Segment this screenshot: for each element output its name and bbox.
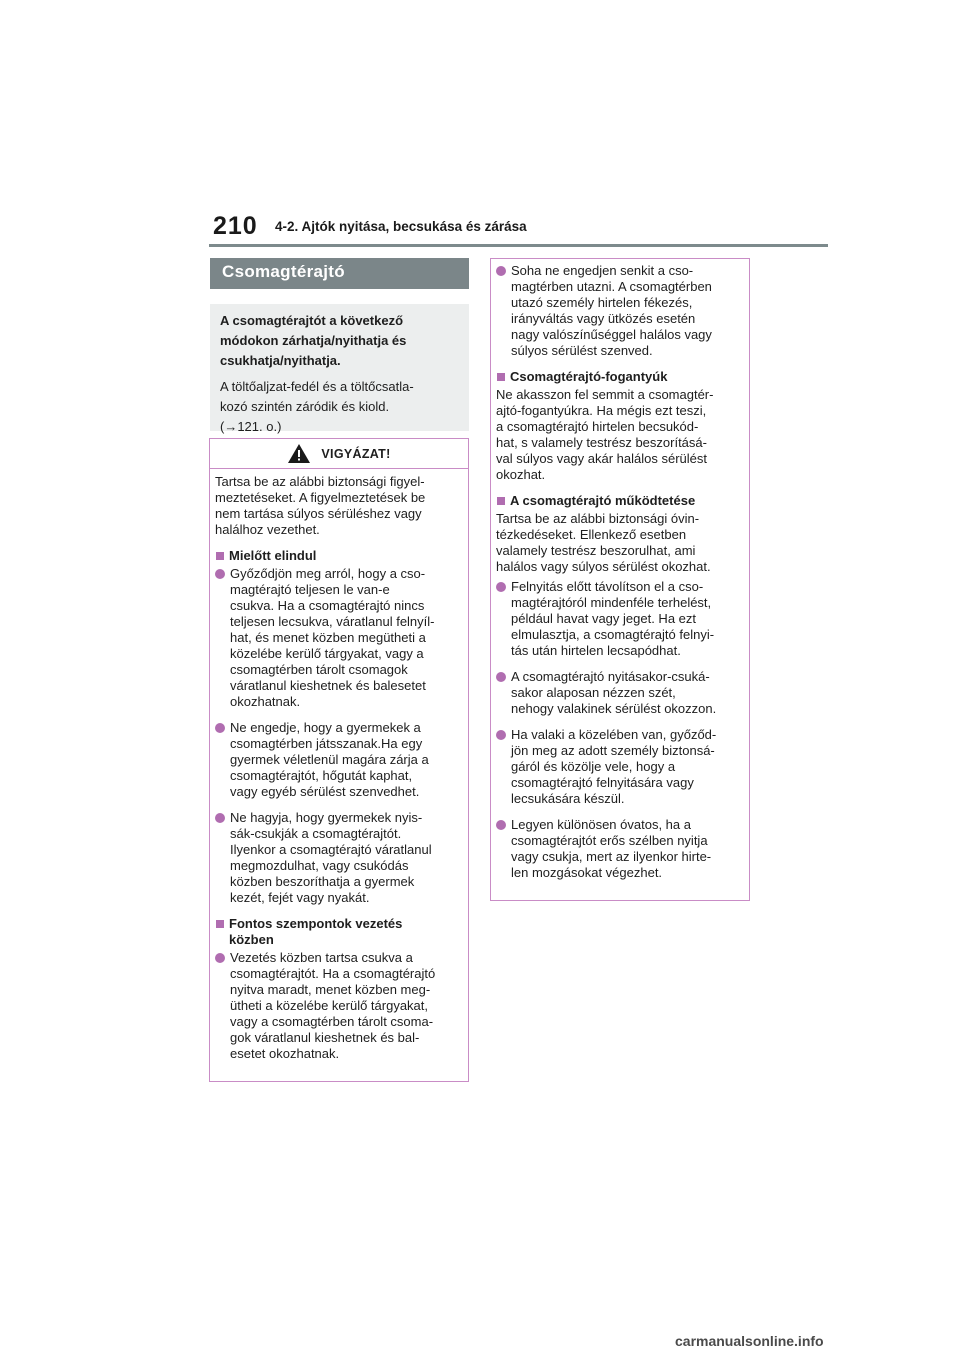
page-title: Csomagtérajtó xyxy=(210,258,469,289)
subheading-before-driving: Mielőtt elindul xyxy=(215,548,463,564)
list-item: Ne hagyja, hogy gyermekek nyis- sák-csukják a csomagtérajtót. Ilyenkor a csomagtérajtó váratlanul megmozdulhat, vagy csukódás közben beszoríthatja a gyermek kezét, fejét vagy nyakát. xyxy=(215,810,463,906)
warning-header xyxy=(210,439,468,469)
warning-intro: Tartsa be az alábbi biztonsági figyel- meztetéseket. A figyelmeztetések be nem tartása súlyos sérüléshez vagy halálhoz vezethet. xyxy=(215,474,426,537)
circle-bullet-icon xyxy=(496,820,506,830)
handles-text: Ne akasszon fel semmit a csomagtér- ajtó-fogantyúkra. Ha mégis ezt teszi, a csomagtérajtó hirtelen becsukód- hat, s valamely testrész beszorításá- val súlyos vagy akár halálos sérülést okozhat. xyxy=(496,387,714,482)
square-bullet-icon xyxy=(216,920,224,928)
list-item: Felnyitás előtt távolítson el a cso- magtérajtóról mindenféle terhelést, például havat vagy jeget. Ha ezt elmulasztja, a csomagtérajtó felnyi- tás után hirtelen lecsapódhat. xyxy=(496,579,744,659)
page-number: 210 xyxy=(213,212,258,240)
header-divider xyxy=(209,244,828,247)
subheading-handles: Csomagtérajtó-fogantyúk xyxy=(496,369,744,385)
info-box xyxy=(210,304,469,434)
circle-bullet-icon xyxy=(496,672,506,682)
circle-bullet-icon xyxy=(496,266,506,276)
list-item: Ha valaki a közelében van, győződ- jön meg az adott személy biztonsá- gáról és közölje vele, hogy a csomagtérajtó felnyitására vagy lecsukására készül. xyxy=(496,727,744,807)
square-bullet-icon xyxy=(497,497,505,505)
square-bullet-icon xyxy=(216,552,224,560)
list-item: A csomagtérajtó nyitásakor-csuká- sakor alaposan nézzen szét, nehogy valakinek sérülést okozzon. xyxy=(496,669,744,717)
list-item: Vezetés közben tartsa csukva a csomagtérajtót. Ha a csomagtérajtó nyitva maradt, menet közben meg- ütheti a közelébe kerülő tárgyakat, vagy a csomagtérben tárolt csoma- gok váratlanul kieshetnek és bal- esetet okozhatnak. xyxy=(215,950,463,1062)
chapter-heading: 4-2. Ajtók nyitása, becsukása és zárása xyxy=(275,219,527,234)
watermark: carmanualsonline.info xyxy=(675,1333,824,1349)
info-page-ref[interactable]: (→121. o.) xyxy=(220,419,282,434)
subheading-operation: A csomagtérajtó működtetése xyxy=(496,493,744,509)
circle-bullet-icon xyxy=(215,953,225,963)
list-item: Soha ne engedjen senkit a cso- magtérben utazni. A csomagtérben utazó személy hirtelen fékezés, irányváltás vagy ütközés esetén nagy valószínűséggel halálos vagy súlyos sérülést szenved. xyxy=(496,263,744,359)
warning-box xyxy=(209,438,469,1082)
list-item: Legyen különösen óvatos, ha a csomagtérajtót erős szélben nyitja vagy csukja, mert az ilyenkor hirte- len mozgásokat végezhet. xyxy=(496,817,744,881)
circle-bullet-icon xyxy=(496,582,506,592)
circle-bullet-icon xyxy=(215,723,225,733)
list-item: Ne engedje, hogy a gyermekek a csomagtérben játsszanak.Ha egy gyermek véletlenül magára zárja a csomagtérajtót, hőgutát kaphat, vagy egyéb sérülést szenvedhet. xyxy=(215,720,463,800)
operation-text: Tartsa be az alábbi biztonsági óvin- tézkedéseket. Ellenkező esetben valamely testrész beszorulhat, ami halálos vagy súlyos sérülést okozhat. xyxy=(496,511,711,574)
info-text: A töltőaljzat-fedél és a töltőcsatla- kozó szintén záródik és kiold. xyxy=(220,379,414,414)
warning-box-continued xyxy=(490,258,750,901)
circle-bullet-icon xyxy=(215,569,225,579)
subheading-while-driving: Fontos szempontok vezetés közben xyxy=(215,916,463,948)
warning-body-continued xyxy=(491,259,749,881)
circle-bullet-icon xyxy=(215,813,225,823)
warning-label: VIGYÁZAT! xyxy=(321,446,391,461)
warning-body xyxy=(210,469,468,1062)
info-lead: A csomagtérajtót a következő módokon zárhatja/nyithatja és csukhatja/nyithatja. xyxy=(220,313,407,368)
warning-triangle-icon xyxy=(287,443,311,464)
square-bullet-icon xyxy=(497,373,505,381)
list-item: Győződjön meg arról, hogy a cso- magtérajtó teljesen le van-e csukva. Ha a csomagtérajtó nincs teljesen lecsukva, váratlanul felnyíl- hat, és menet közben megütheti a közelébe kerülő tárgyakat, vagy a csomagtérben tárolt csomagok váratlanul kieshetnek és balesetet okozhatnak. xyxy=(215,566,463,710)
circle-bullet-icon xyxy=(496,730,506,740)
